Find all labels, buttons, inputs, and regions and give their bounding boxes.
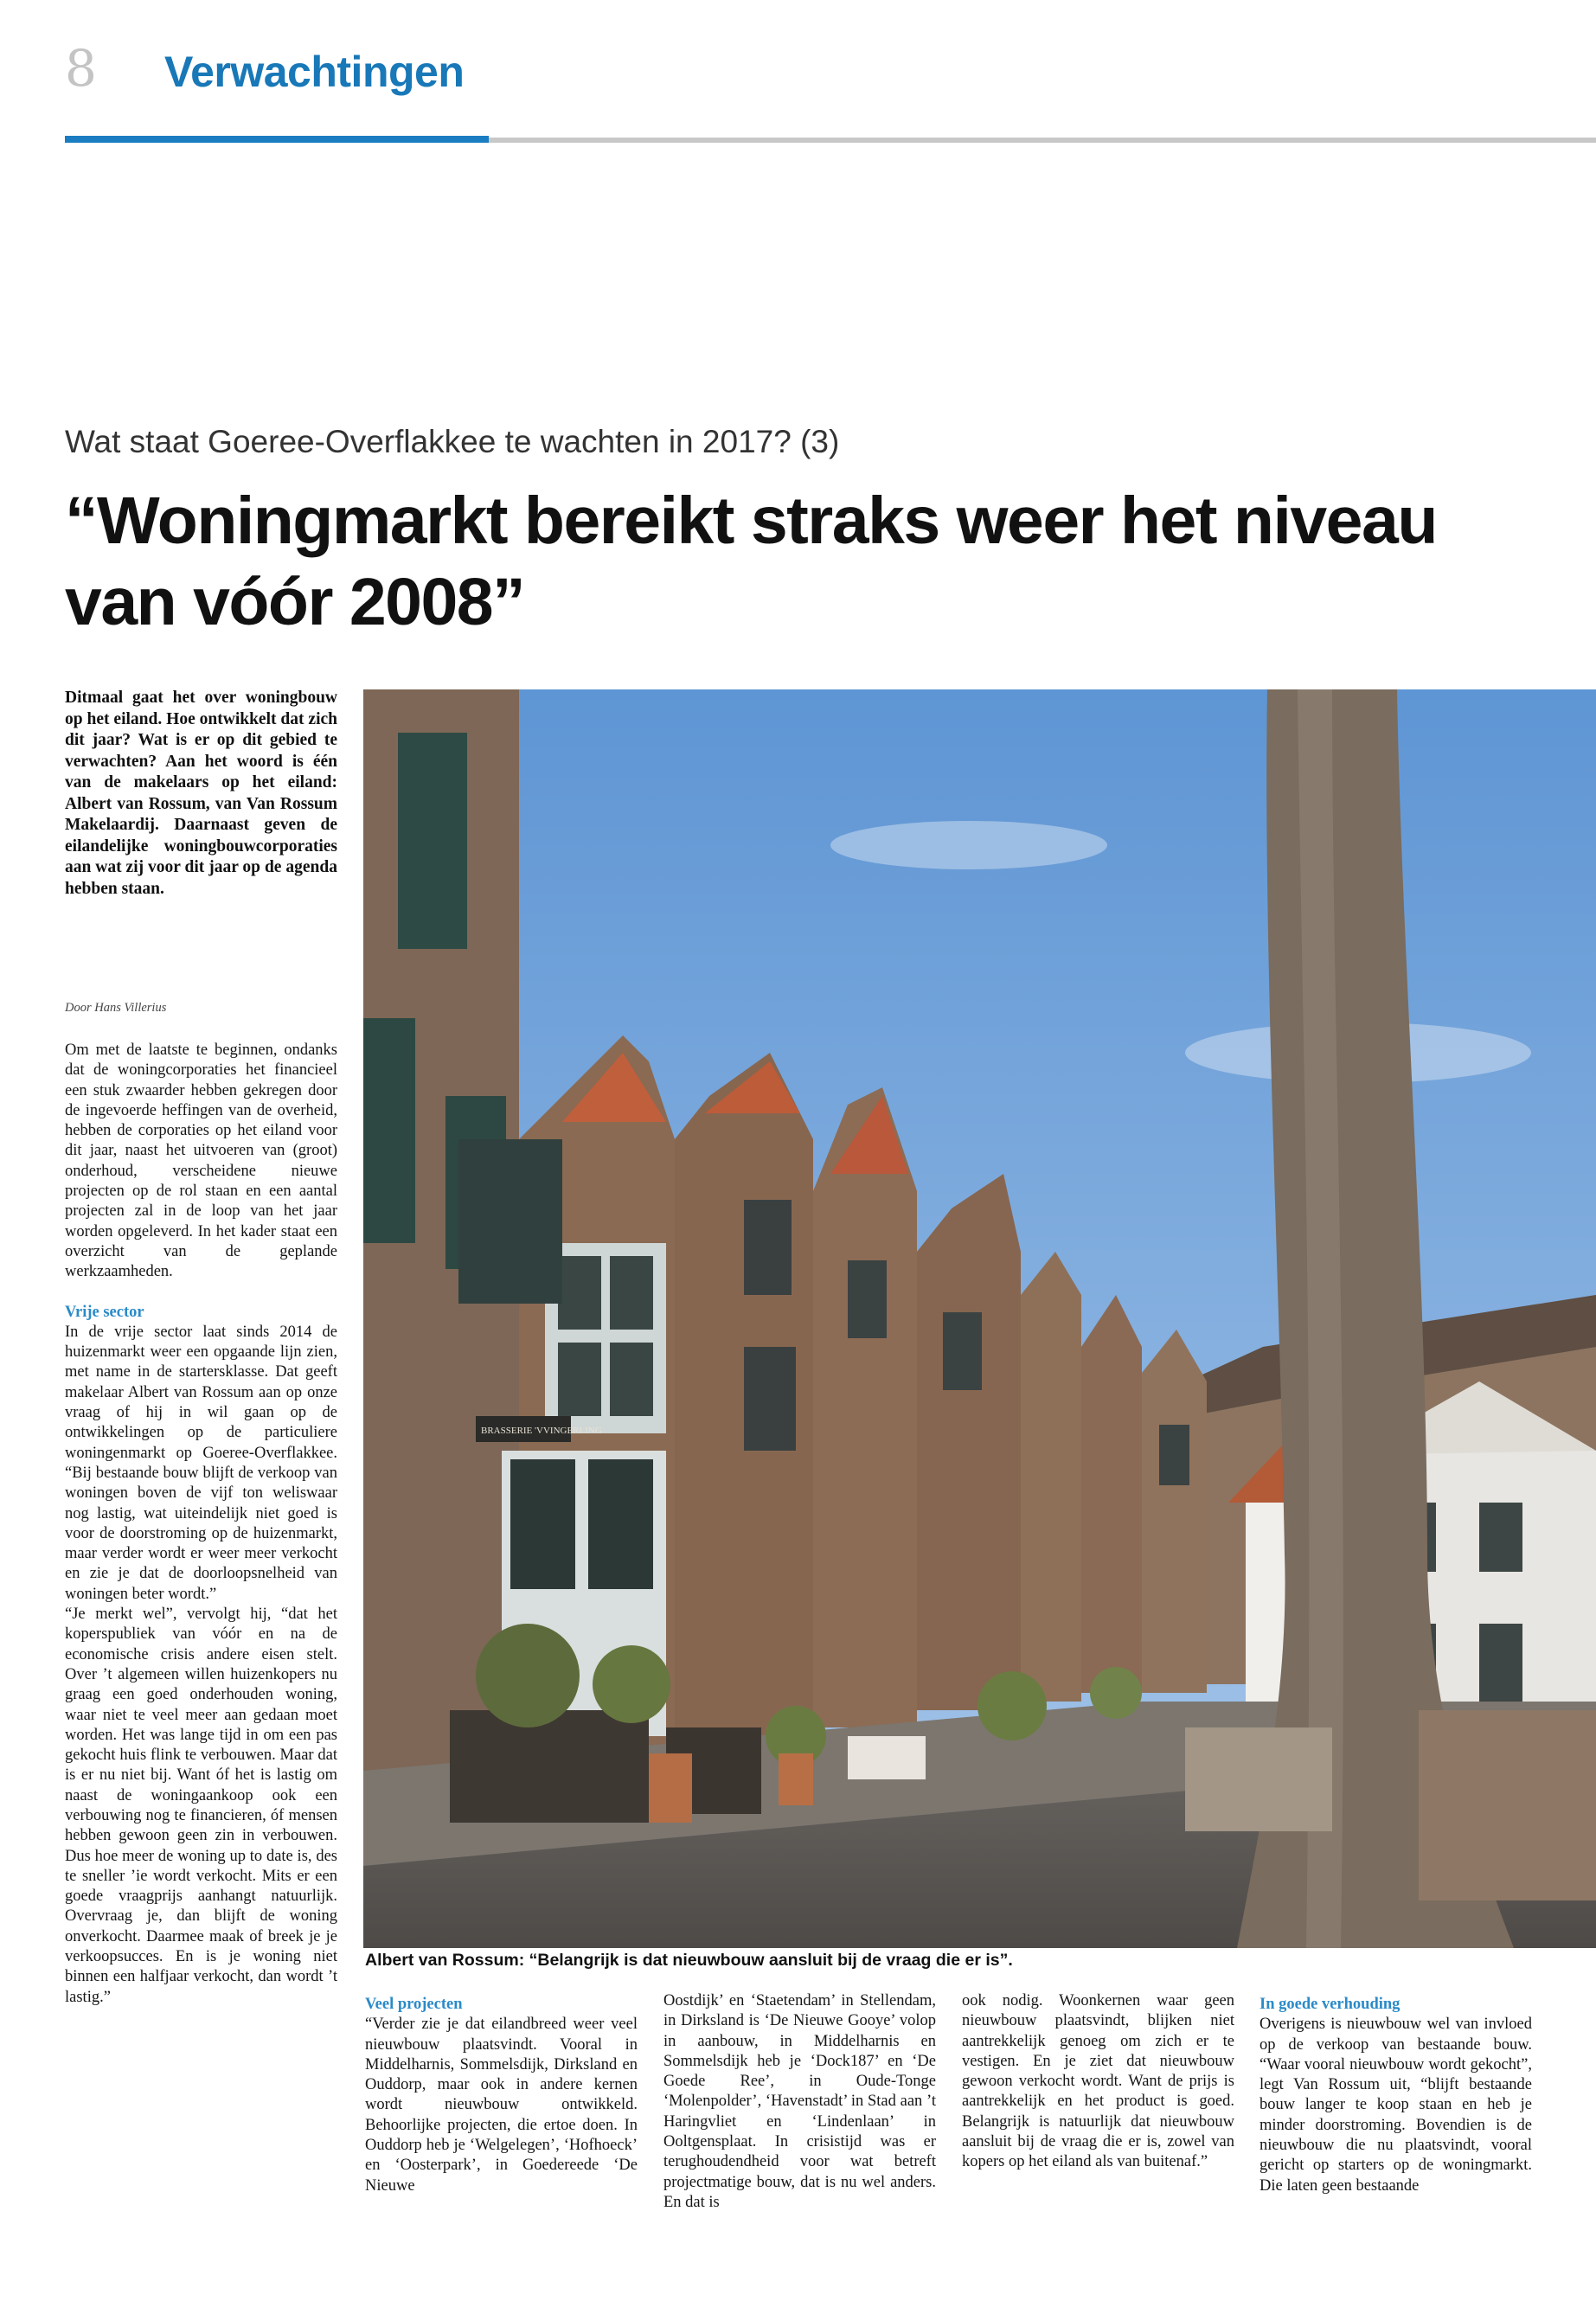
paragraph-koperspubliek: “Je merkt wel”, vervolgt hij, “dat het koperspubliek van vóór en na de economische crisis andere eisen stelt. Over ’t algemeen willen huizenkopers nu graag een goed onderhouden woning, waar niet te veel meer aan gedaan moet worden. Het was lange tijd in om een pas gekocht huis flink te verbouwen. Maar dat is er nu niet bij. Want óf het is lastig om naast de woningaankoop ook een verbouwing nog te financieren, óf mensen hebben gewoon geen zin in verbouwen. Dus hoe meer de woning up to date is, des te sneller ’ie wordt verkocht. Mits er een goede vraagprijs aanhangt natuurlijk. Overvraag je, dan blijft de woning onverkocht. Daarmee maak of breek je je verkoopsucces. En is je woning niet binnen een halfjaar verkocht, dan wordt ’t lastig.” bbox=[65, 1606, 337, 2006]
column-goede-verhouding bbox=[1259, 1995, 1532, 2196]
column-projects-list bbox=[663, 1991, 936, 2213]
subhead-veel-projecten: Veel projecten bbox=[365, 1996, 463, 2013]
intro-paragraph: Om met de laatste te beginnen, ondanks dat de woningcorporaties het financieel een stuk zwaarder hebben gekregen door de ingevoerde heffingen van de overheid, hebben de corporaties op het eiland voor dit jaar, naast het uitvoeren van (groot) onderhoud, verscheidene nieuwe projecten op de rol staan en een aantal projecten zal in de loop van het jaar worden opgeleverd. In het kader staat een overzicht van de geplande werkzaamheden. bbox=[65, 1042, 337, 1281]
paragraph-woonkernen: ook nodig. Woonkernen waar geen nieuwbouw plaatsvindt, blijken niet aantrekkelijk genoeg om zich er te vestigen. En je ziet dat nieuwbouw gewoon verkocht wordt. Want de prijs is aantrekkelijk en het product is goed. Belangrijk is natuurlijk dat nieuwbouw aansluit bij de vraag die er is, zowel van kopers op het eiland als van buitenaf.” bbox=[962, 1992, 1234, 2171]
article-lede: Ditmaal gaat het over woningbouw op het eiland. Hoe ontwikkelt dat zich dit jaar? Wat is er op dit gebied te verwachten? Aan het woord is één van de makelaars op het eiland: Albert van Rossum, van Van Rossum Makelaardij. Daarnaast geven de eilandelijke woningbouwcorporaties aan wat zij voor dit jaar op de agenda hebben staan. bbox=[65, 689, 337, 898]
section-title: Verwachtingen bbox=[164, 48, 465, 96]
subhead-goede-verhouding: In goede verhouding bbox=[1259, 1996, 1401, 2013]
paragraph-veel-projecten: “Verder zie je dat eilandbreed weer veel nieuwbouw plaatsvindt. Vooral in Middelharnis, Sommelsdijk, Dirksland en Ouddorp, maar ook in andere kernen wordt nieuwbouw ontwikkeld. Behoorlijke projecten, die ertoe doen. In Ouddorp heb je ‘Welgelegen’, ‘Hofhoeck’ en ‘Oosterpark’, in Goedereede ‘De Nieuwe bbox=[365, 2016, 638, 2195]
paragraph-projects-list: Oostdijk’ en ‘Staetendam’ in Stellendam, in Dirksland is ‘De Nieuwe Gooye’ volop in aanbouw, in Middelharnis en Sommelsdijk heb je ‘Dock187’ en ‘De Goede Ree’, in Oude-Tonge ‘Molenpolder’, ‘Havenstadt’ in Stad aan ’t Haringvliet en ‘Lindenlaan’ in Ooltgensplaat. In crisistijd was er terughoudendheid voor wat betreft projectmatige bouw, dat is nu wel anders. En dat is bbox=[663, 1992, 936, 2211]
left-column bbox=[65, 1041, 337, 2008]
page-number: 8 bbox=[65, 39, 97, 98]
paragraph-goede-verhouding: Overigens is nieuwbouw wel van invloed op de verkoop van bestaande bouw. “Waar vooral nieuwbouw wordt gekocht”, legt Van Rossum uit, “blijft bestaande bouw langer te koop staan en heb je minder doorstroming. Bovendien is de nieuwbouw die nu plaatsvindt, vooral gericht op starters op de woningmarkt. Die laten geen bestaande bbox=[1259, 2016, 1532, 2195]
article-byline: Door Hans Villerius bbox=[65, 1001, 167, 1015]
street-photo bbox=[363, 689, 1596, 1948]
subhead-vrije-sector: Vrije sector bbox=[65, 1303, 144, 1321]
paragraph-vrije-sector: In de vrije sector laat sinds 2014 de huizenmarkt weer een opgaande lijn zien, met name in de startersklasse. Dat geeft makelaar Albert van Rossum aan op onze vraag of hij in wil gaan op de ontwikkelingen op de particuliere woningenmarkt op Goeree-Overflakkee. “Bij bestaande bouw blijft de verkoop van woningen boven de vijf ton weliswaar nog lastig, wat uiteindelijk niet goed is voor de doorstroming op de huizenmarkt, maar verder wordt er weer meer verkocht en zie je dat de doorloopsnelheid van woningen beter wordt.” bbox=[65, 1323, 337, 1603]
brasserie-sign: BRASSERIE 'VVINGERLING bbox=[481, 1426, 602, 1436]
street-photo-illustration bbox=[363, 689, 1596, 1948]
page-header bbox=[0, 0, 1596, 147]
header-rule-accent bbox=[65, 136, 489, 143]
article-kicker: Wat staat Goeree-Overflakkee te wachten in 2017? (3) bbox=[65, 424, 840, 459]
header-rule bbox=[489, 138, 1596, 143]
column-veel-projecten bbox=[365, 1995, 638, 2196]
photo-caption: Albert van Rossum: “Belangrijk is dat nieuwbouw aansluit bij de vraag die er is”. bbox=[365, 1951, 1013, 1970]
article-headline: “Woningmarkt bereikt straks weer het niveau van vóór 2008” bbox=[65, 484, 1437, 639]
column-woonkernen bbox=[962, 1991, 1234, 2173]
